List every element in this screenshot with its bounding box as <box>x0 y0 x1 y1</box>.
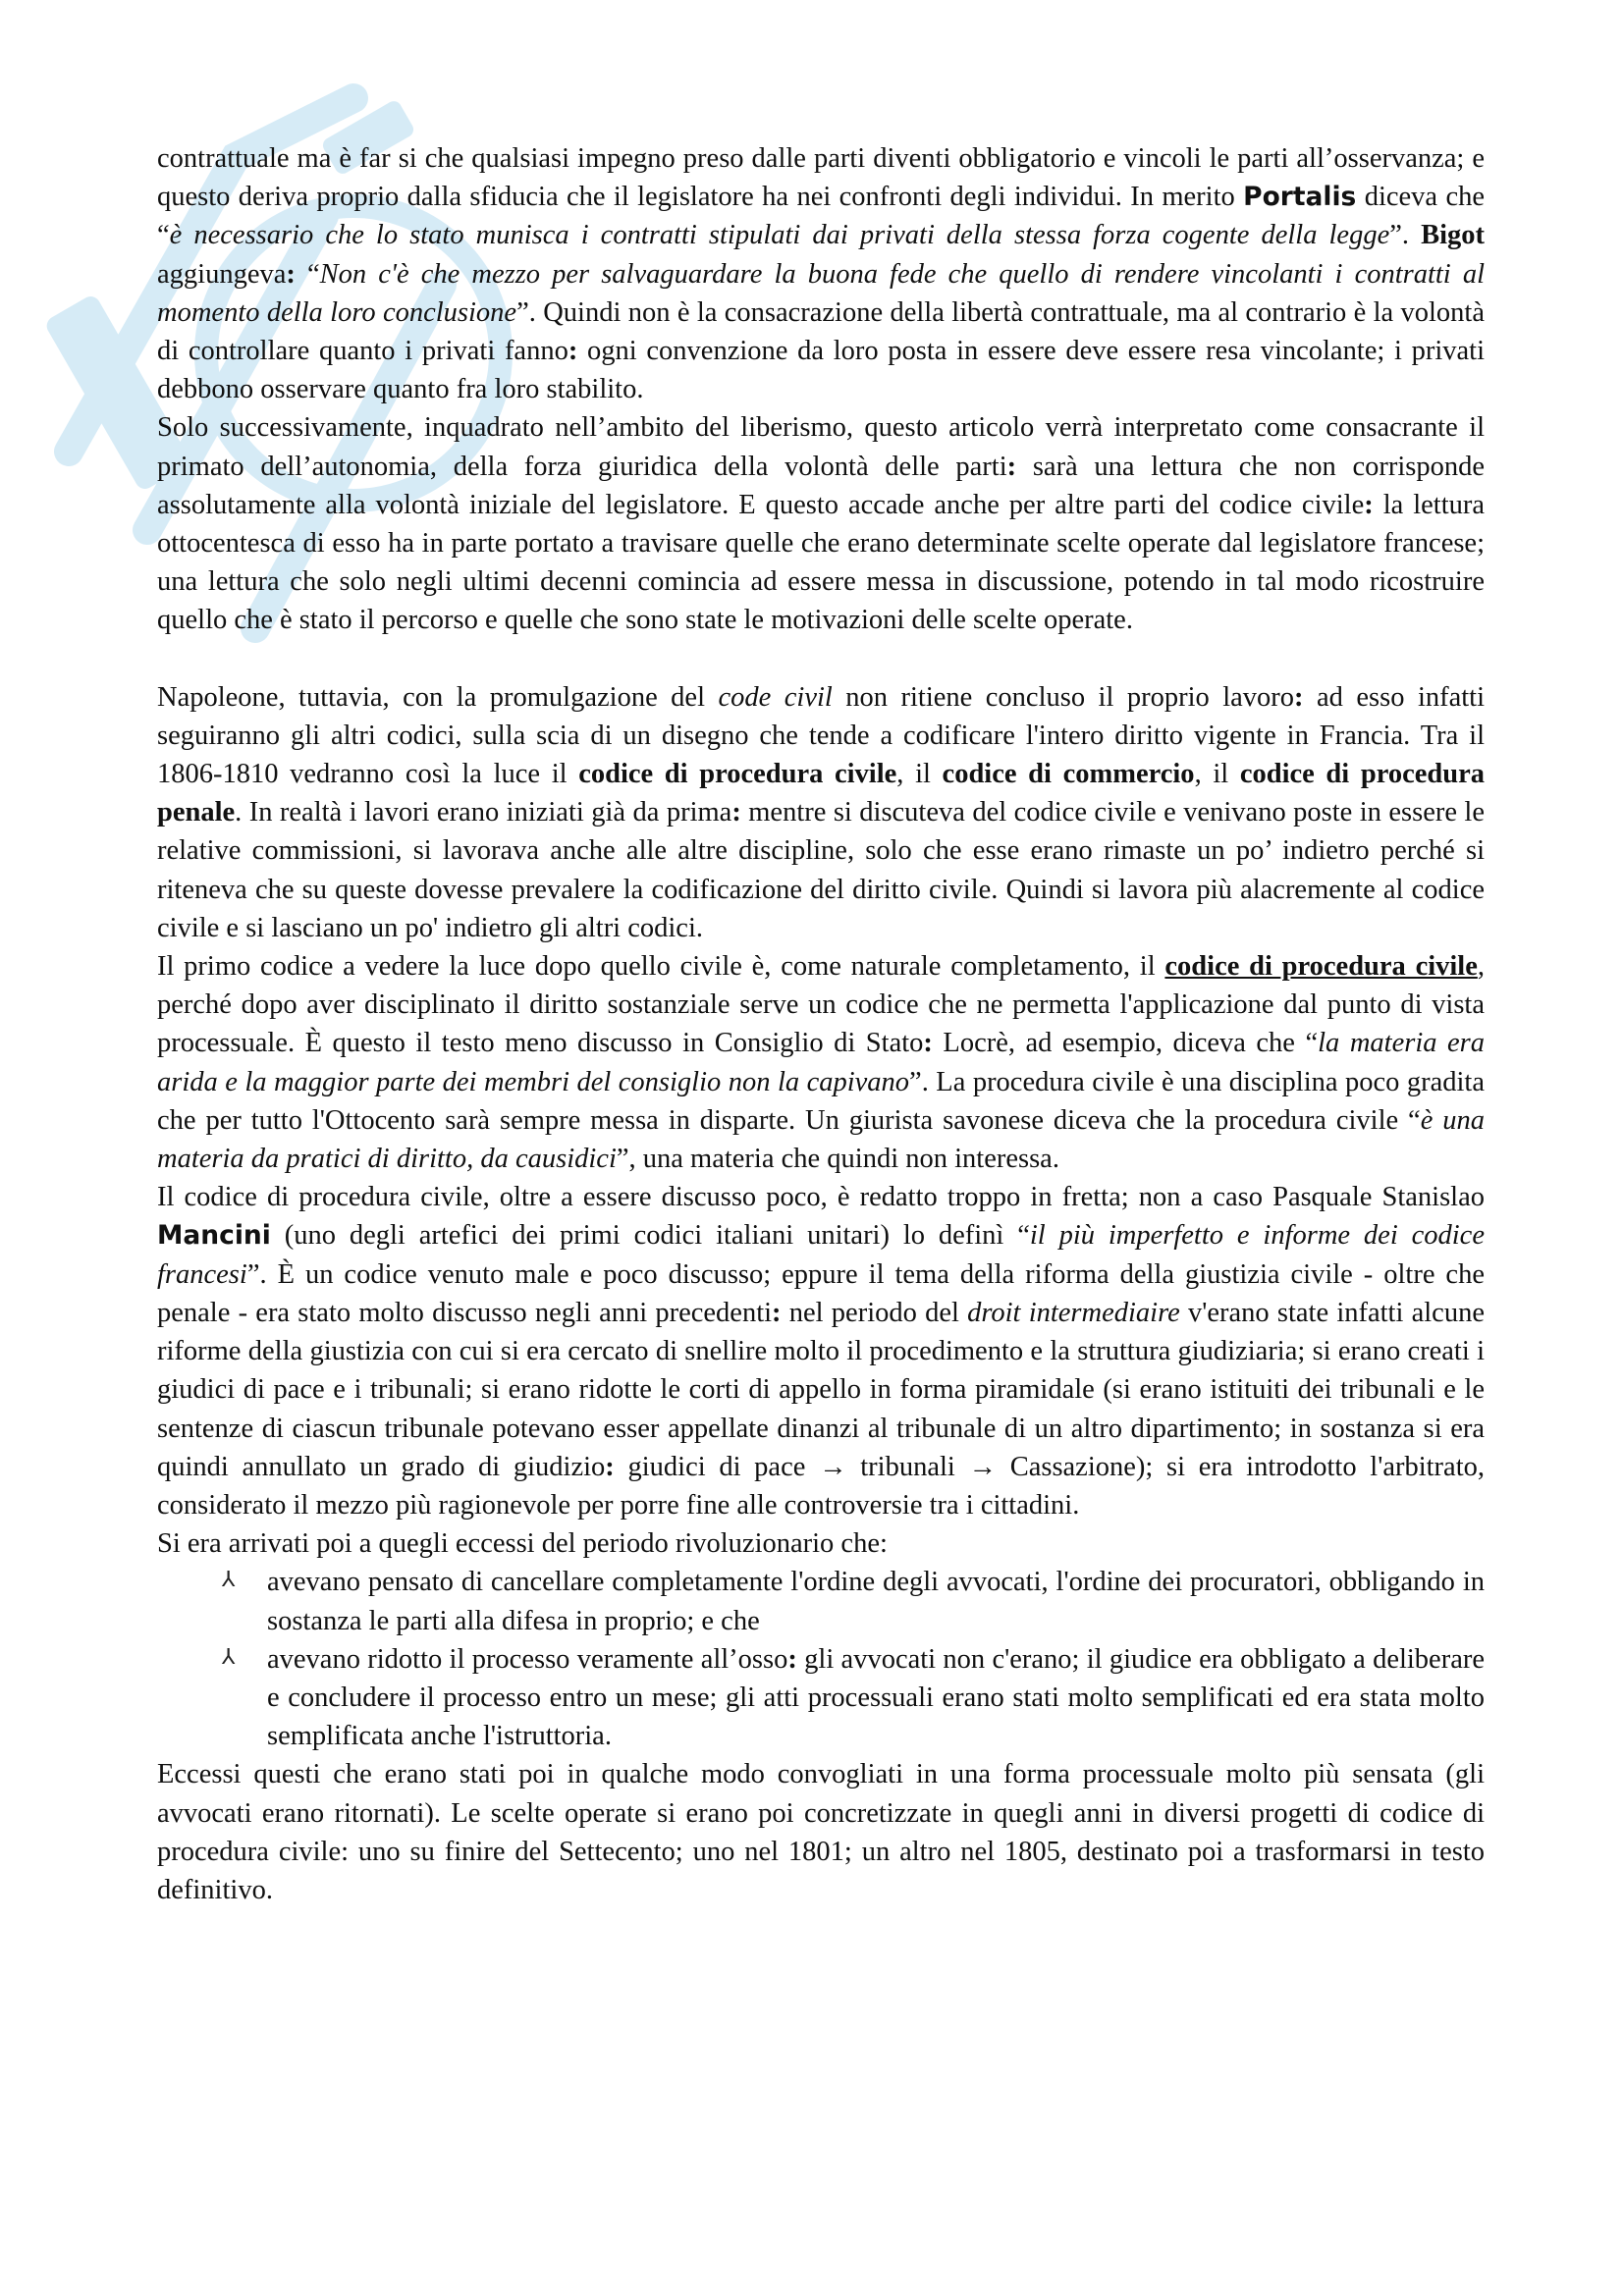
text-span: Solo successivamente, inquadrato nell’ambito del liberismo, questo articolo verrà interpretato come consacrante il primato dell’autonomia, della forza giuridica della volontà delle parti <box>157 412 1485 482</box>
paragraph-7 <box>157 1755 1485 1909</box>
text-span: contrattuale ma è far si che qualsiasi impegno preso dalle parti diventi obbligatorio e vincoli le parti all’osservanza; e questo deriva proprio dalla sfiducia che il legislatore ha nei confronti degli individui. In merito <box>157 143 1485 213</box>
paragraph-2 <box>157 408 1485 639</box>
name-bigot: Bigot <box>1421 220 1485 251</box>
text-span: “ <box>295 258 320 290</box>
colon: : <box>1006 451 1017 482</box>
term-procedura-penale: codice di procedura penale <box>157 759 1485 828</box>
text-span: ”. La procedura civile è una disciplina poco gradita che per tutto l'Ottocento sarà sempre messa in disparte. Un giurista savonese diceva che la procedura civile “ <box>157 1066 1485 1136</box>
list-item <box>157 1640 1485 1756</box>
text-span: Il primo codice a vedere la luce dopo quello civile è, come naturale completamento, il <box>157 951 1165 983</box>
term-procedura-civile: codice di procedura civile <box>578 759 897 790</box>
colon: : <box>787 1643 797 1675</box>
text-span: ”. Quindi non è la consacrazione della libertà contrattuale, ma al contrario è la volontà di controllare quanto i privati fanno <box>157 296 1486 367</box>
text-span: , il <box>1194 759 1240 790</box>
colon: : <box>286 258 296 290</box>
paragraph-1 <box>157 139 1485 408</box>
name-mancini: Mancini <box>157 1220 271 1252</box>
colon: : <box>1294 681 1304 713</box>
text-span: Si era arrivati poi a quegli eccessi del periodo rivoluzionario che: <box>157 1528 888 1560</box>
text-span: (uno degli artefici dei primi codici italiani unitari) lo definì “ <box>270 1220 1030 1252</box>
text-span: ”. È un codice venuto male e poco discusso; eppure il tema della riforma della giustizia civile - oltre che penale - era stato molto discusso negli anni precedenti <box>157 1258 1485 1328</box>
text-span: Locrè, ad esempio, diceva che “ <box>932 1028 1319 1059</box>
text-span: ogni convenzione da loro posta in essere deve essere resa vincolante; i privati debbono osservare quanto fra loro stabilito. <box>157 336 1486 405</box>
text-span: nel periodo del <box>781 1297 968 1328</box>
quote-portalis: è necessario che lo stato munisca i contratti stipulati dai privati della stessa forza cogente della legge <box>169 220 1390 251</box>
term-underlined-procedura-civile: codice di procedura civile <box>1164 951 1478 983</box>
list-item <box>157 1563 1485 1639</box>
paragraph-5 <box>157 1178 1485 1524</box>
colon: : <box>923 1028 933 1059</box>
text-span: la lettura ottocentesca di esso ha in parte portato a travisare quelle che erano determinate scelte operate dal legislatore francese; una lettura che solo negli ultimi decenni comincia ad essere messa in discussione, potendo in tal modo ricostruire quello che è stato il percorso e quelle che sono state le motivazioni delle scelte operate. <box>157 489 1485 636</box>
text-span: ”, una materia che quindi non interessa. <box>616 1144 1059 1175</box>
term-commercio: codice di commercio <box>942 759 1195 790</box>
paragraph-4 <box>157 947 1485 1178</box>
text-span: aggiungeva <box>157 258 287 290</box>
text-span: mentre si discuteva del codice civile e venivano poste in essere le relative commissioni, si lavorava anche alle altre discipline, solo che esse erano rimaste un po’ indietro perché si riteneva che su queste dovesse prevalere la codificazione del diritto civile. Quindi si lavora più alacremente al codice civile e si lasciano un po' indietro gli altri codici. <box>157 797 1485 943</box>
quote-mancini: il più imperfetto e informe dei codice francesi <box>157 1220 1485 1290</box>
text-span: , il <box>896 759 943 790</box>
paragraph-gap <box>157 640 1485 678</box>
bullet-icon: ⅄ <box>222 1643 236 1669</box>
text-span: non ritiene concluso il proprio lavoro <box>832 681 1295 713</box>
text-span: ”. <box>1389 220 1422 251</box>
quote-bigot: Non c'è che mezzo per salvaguardare la buona fede che quello di rendere vincolanti i contratti al momento della loro conclusione <box>157 258 1485 328</box>
text-span: ad esso infatti seguiranno gli altri codici, sulla scia di un disegno che tende a codificare l'intero diritto vigente in Francia. Tra il 1806-1810 vedranno così la luce il <box>157 681 1486 790</box>
quote-locre: la materia era arida e la maggior parte dei membri del consiglio non la capivano <box>157 1028 1485 1097</box>
name-portalis: Portalis <box>1243 182 1357 213</box>
colon: : <box>568 336 578 367</box>
text-span: . In realtà i lavori erano iniziati già da prima <box>235 797 732 828</box>
paragraph-3 <box>157 678 1485 947</box>
text-span: v'erano state infatti alcune riforme della giustizia con cui si era cercato di snellire molto il procedimento e la struttura giudiziaria; si erano creati i giudici di pace e i tribunali; si erano ridotte le corti di appello in forma piramidale (si erano istituiti dei tribunali e le sentenze di ciascun tribunale potevano esser appellate dinanzi al tribunale di un altro dipartimento; in sostanza si era quindi annullato un grado di giudizio <box>157 1297 1485 1482</box>
bullet-list <box>157 1563 1485 1755</box>
text-span: sarà una lettura che non corrisponde assolutamente alla volontà iniziale del legislatore. E questo accade anche per altre parti del codice civile <box>157 451 1486 520</box>
text-span: Il codice di procedura civile, oltre a essere discusso poco, è redatto troppo in fretta; non a caso Pasquale Stanislao <box>157 1182 1485 1213</box>
quote-savonese: è una materia da pratici di diritto, da causidici <box>157 1104 1485 1175</box>
text-span: diceva che “ <box>157 182 1485 251</box>
colon: : <box>1364 489 1374 520</box>
bullet-icon: ⅄ <box>222 1567 236 1592</box>
colon: : <box>772 1297 782 1328</box>
text-span: Napoleone, tuttavia, con la promulgazione del <box>157 681 719 713</box>
text-span: avevano pensato di cancellare completamente l'ordine degli avvocati, l'ordine dei procuratori, obbligando in sostanza le parti alla difesa in proprio; e che <box>267 1567 1485 1636</box>
text-span: Eccessi questi che erano stati poi in qualche modo convogliati in una forma processuale molto più sensata (gli avvocati erano ritornati). Le scelte operate si erano poi concretizzate in quegli anni in diversi progetti di codice di procedura civile: uno su finire del Settecento; uno nel 1801; un altro nel 1805, destinato poi a trasformarsi in testo definitivo. <box>157 1759 1485 1905</box>
text-span: , perché dopo aver disciplinato il diritto sostanziale serve un codice che ne permetta l'applicazione dal punto di vista processuale. È questo il testo meno discusso in Consiglio di Stato <box>157 951 1485 1059</box>
term-code-civil: code civil <box>718 681 833 713</box>
text-span: giudici di pace → tribunali → Cassazione); si era introdotto l'arbitrato, considerato il mezzo più ragionevole per porre fine alle controversie tra i cittadini. <box>157 1451 1485 1521</box>
colon: : <box>605 1451 615 1482</box>
term-droit-intermediaire: droit intermediaire <box>967 1297 1180 1328</box>
paragraph-6 <box>157 1524 1485 1563</box>
text-span: avevano ridotto il processo veramente all’osso <box>267 1643 788 1675</box>
colon: : <box>731 797 741 828</box>
document-body <box>157 139 1485 1909</box>
text-span: gli avvocati non c'erano; il giudice era obbligato a deliberare e concludere il processo entro un mese; gli atti processuali erano stati molto semplificati ed era stata molto semplificata anche l'istruttoria. <box>267 1643 1485 1752</box>
